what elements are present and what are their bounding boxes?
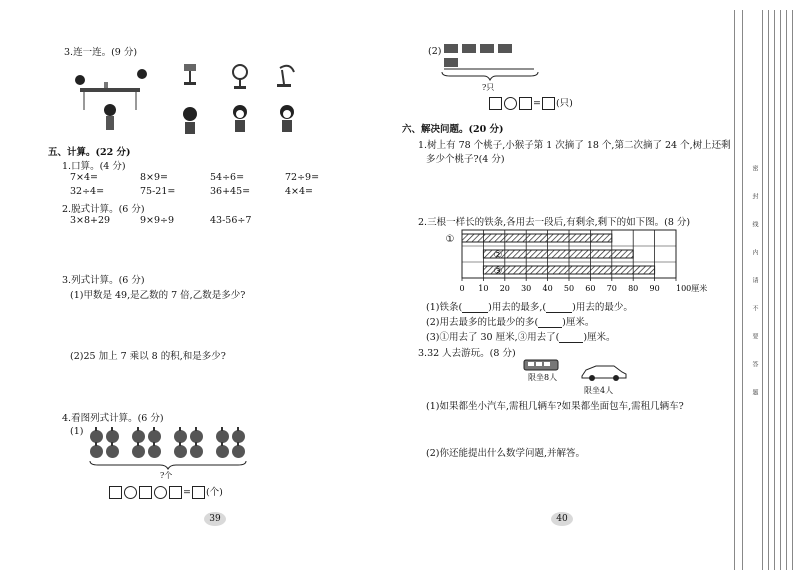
- binding-mark: 内: [751, 249, 758, 255]
- chart-tick-label: 60: [585, 284, 596, 293]
- p2-q2-blank[interactable]: [538, 317, 562, 328]
- apple-icon: [216, 445, 229, 458]
- list-question-2: (2)25 加上 7 乘以 8 的积,和是多少?: [70, 351, 226, 362]
- birds-brace-label: ?只: [482, 83, 495, 92]
- problem2-title: 2.三根一样长的铁条,各用去一段后,有剩余,剩下的如下图。(8 分): [418, 217, 691, 228]
- list-question-1: (1)甲数是 49,是乙数的 7 倍,乙数是多少?: [70, 290, 246, 301]
- pic-unit: (个): [205, 487, 223, 498]
- p3-question-1: (1)如果都坐小汽车,需租几辆车?如果都坐面包车,需租几辆车?: [426, 401, 684, 412]
- answer-box[interactable]: [489, 97, 502, 110]
- p2-q1-text-b: )用去的最多,(: [488, 302, 547, 313]
- p2-question-2: [426, 314, 594, 328]
- chart-tick-label: 20: [499, 284, 510, 293]
- p2-q3-blank[interactable]: [559, 332, 583, 343]
- binding-strip: [728, 0, 800, 580]
- lamp-icon: [184, 64, 196, 85]
- chart-category-label: ②: [493, 250, 503, 261]
- operator-circle[interactable]: [124, 486, 137, 499]
- matching-illustration: [72, 62, 322, 142]
- p2-q2-text-a: (2)用去最多的比最少的多(: [426, 317, 539, 328]
- pic-q1-label: (1): [70, 426, 84, 437]
- oral-item: 7×4=: [70, 172, 99, 183]
- desk-lamp-icon: [277, 66, 294, 87]
- stepwise-item: 9×9÷9: [140, 215, 175, 226]
- birds-illustration: [442, 42, 538, 70]
- girl2-face-icon: [233, 105, 247, 132]
- minibus-icon: [522, 358, 562, 372]
- oral-item: 75-21=: [140, 186, 176, 197]
- q2-unit: (只): [555, 98, 573, 109]
- apple-icon: [190, 445, 203, 458]
- problem1-line2: 多少个桃子?(4 分): [426, 154, 505, 165]
- table-scene-illustration: [75, 69, 147, 130]
- chart-tick-label: 80: [628, 284, 639, 293]
- binding-mark: 答: [751, 361, 758, 367]
- q2-answer-row: = (只): [488, 95, 573, 110]
- p2-question-3: [426, 329, 616, 343]
- p3-question-2: (2)你还能提出什么数学问题,并解答。: [426, 448, 585, 459]
- chart-tick-label: 30: [521, 284, 532, 293]
- apple-icon: [106, 445, 119, 458]
- chart-tick-label: 0: [459, 284, 465, 293]
- oral-item: 8×9=: [140, 172, 169, 183]
- apple-brace-label: ?个: [160, 471, 173, 480]
- chart-category-label: ③: [493, 266, 503, 277]
- problem3-title: 3.32 人去游玩。(8 分): [418, 348, 516, 359]
- p2-q1-blank-1[interactable]: [462, 302, 488, 313]
- apple-icon: [148, 445, 161, 458]
- binding-mark: 密: [751, 165, 758, 171]
- binding-mark: 不: [751, 305, 758, 311]
- answer-box[interactable]: [139, 486, 152, 499]
- operator-circle[interactable]: [504, 97, 517, 110]
- p2-q1-text-c: )用去的最少。: [572, 302, 633, 313]
- chart-bar: [483, 250, 633, 258]
- stepwise-item: 3×8+29: [70, 215, 111, 226]
- p2-q3-text-b: )厘米。: [583, 332, 616, 343]
- q3-title: 3.连一连。(9 分): [64, 47, 138, 58]
- p2-question-1: [426, 299, 633, 313]
- chart-tick-label: 50: [563, 284, 575, 293]
- boy-face-icon: [280, 105, 294, 132]
- p2-q1-blank-2[interactable]: [546, 302, 572, 313]
- operator-circle[interactable]: [154, 486, 167, 499]
- pic-answer-row: = (个): [108, 484, 223, 499]
- binding-mark: 要: [751, 333, 758, 339]
- oral-item: 32÷4=: [70, 186, 105, 197]
- p2-q1-text-a: (1)铁条(: [426, 302, 463, 313]
- binding-mark: 封: [751, 193, 758, 199]
- stepwise-title: 2.脱式计算。(6 分): [62, 204, 145, 215]
- answer-box[interactable]: [519, 97, 532, 110]
- chart-bar: [483, 266, 654, 274]
- pic-title: 4.看图列式计算。(6 分): [62, 413, 164, 424]
- p2-q2-text-b: )厘米。: [562, 317, 595, 328]
- girl-face-icon: [183, 107, 197, 134]
- chart-tick-label: 70: [606, 284, 617, 293]
- birds-brace: [440, 70, 540, 82]
- binding-mark: 线: [751, 221, 758, 227]
- oral-item: 54÷6=: [210, 172, 245, 183]
- oral-item: 72÷9=: [285, 172, 320, 183]
- iron-bar-chart: [440, 228, 740, 298]
- chart-tick-label: 100厘米: [676, 284, 708, 293]
- apple-icon: [90, 445, 103, 458]
- apple-icon: [132, 445, 145, 458]
- answer-box[interactable]: [169, 486, 182, 499]
- chart-bars: [462, 234, 655, 274]
- sec6-title: 六、解决问题。(20 分): [402, 124, 504, 135]
- chart-tick-label: 90: [649, 284, 660, 293]
- answer-box[interactable]: [109, 486, 122, 499]
- sec5-title: 五、计算。(22 分): [48, 147, 131, 158]
- answer-box[interactable]: [542, 97, 555, 110]
- problem1-line1: 1.树上有 78 个桃子,小猴子第 1 次摘了 18 个,第二次摘了 24 个,树上还剩: [418, 140, 731, 151]
- car-icon: [580, 362, 628, 382]
- oral-item: 4×4=: [285, 186, 314, 197]
- fan-icon: [233, 65, 247, 89]
- binding-mark: 请: [751, 277, 758, 283]
- answer-box[interactable]: [192, 486, 205, 499]
- oral-title: 1.口算。(4 分): [62, 161, 126, 172]
- p2-q3-text-a: (3)①用去了 30 厘米,③用去了(: [426, 332, 560, 343]
- chart-tick-label: 40: [542, 284, 553, 293]
- stepwise-item: 43-56÷7: [210, 215, 252, 226]
- page-number-right: 40: [551, 512, 573, 526]
- oral-item: 36+45=: [210, 186, 251, 197]
- page-number-left: 39: [204, 512, 226, 526]
- chart-category-label: ①: [445, 234, 455, 245]
- apple-icon: [174, 445, 187, 458]
- chart-tick-label: 10: [478, 284, 489, 293]
- apple-icon: [232, 445, 245, 458]
- binding-mark: 题: [751, 389, 758, 395]
- list-title: 3.列式计算。(6 分): [62, 275, 145, 286]
- q2-label: (2): [428, 46, 442, 57]
- chart-labels: [446, 234, 708, 293]
- minibus-label: 限坐8人: [528, 373, 558, 382]
- chart-bar: [462, 234, 612, 242]
- car-label: 限坐4人: [584, 386, 614, 395]
